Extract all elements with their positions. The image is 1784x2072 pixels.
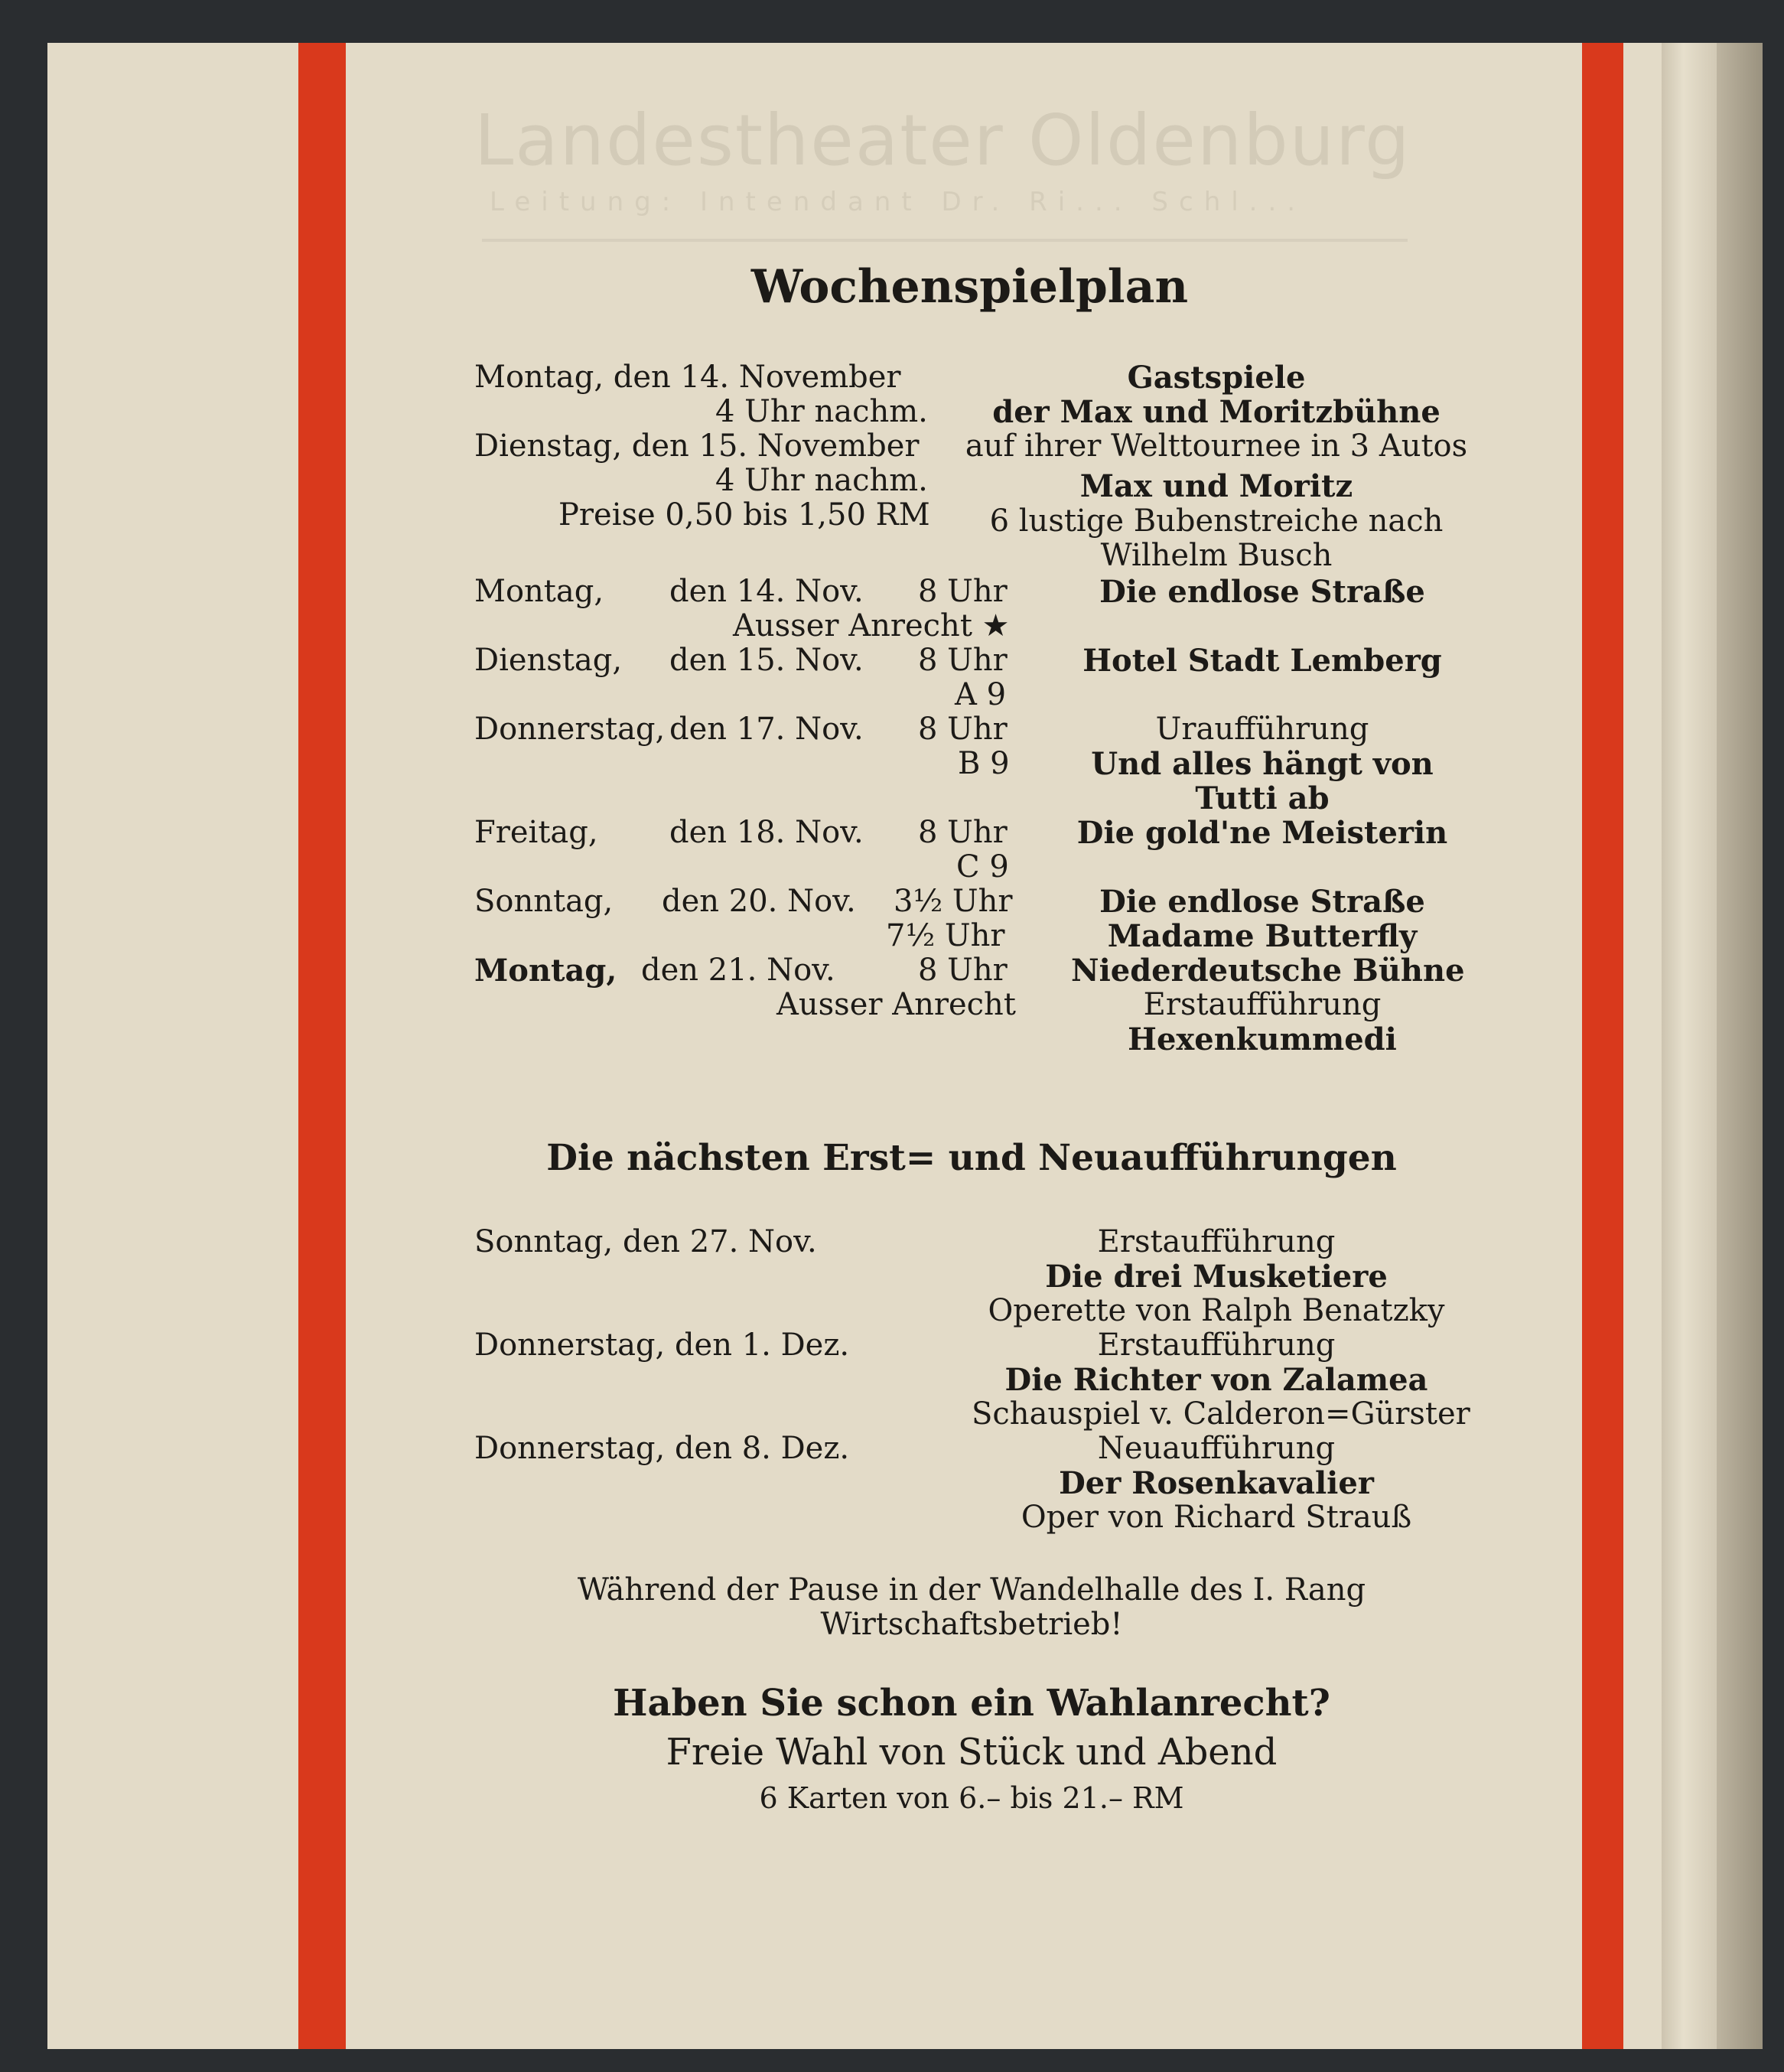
entry-note: C 9 [956,849,1009,885]
show-through-subheading: Leitung: Intendant Dr. Ri... Schl... [490,187,1307,217]
upcoming-kind: Erstaufführung [1097,1328,1336,1363]
entry-day: Freitag, [474,815,598,850]
promo-headline: Haben Sie schon ein Wahlanrecht? [613,1682,1330,1725]
entry-day: Dienstag, [474,643,623,678]
upcoming-info: Schauspiel v. Calderon=Gürster [972,1396,1470,1432]
show-through-rule [482,239,1408,242]
upcoming-play: Die Richter von Zalamea [1004,1362,1428,1398]
pause-note: Während der Pause in der Wandelhalle des I. Rang [577,1572,1366,1608]
upcoming-date: Donnerstag, den 1. Dez. [474,1328,850,1363]
upcoming-date: Donnerstag, den 8. Dez. [474,1431,850,1466]
upcoming-play: Der Rosenkavalier [1059,1465,1374,1501]
entry-note: A 9 [955,677,1007,712]
entry-time: 8 Uhr [918,643,1008,678]
entry-date: den 18. Nov. [669,815,864,850]
upcoming-kind: Erstaufführung [1097,1224,1336,1259]
upcoming-play: Die drei Musketiere [1045,1259,1388,1295]
entry-note: B 9 [958,746,1010,781]
entry-day: Donnerstag, [474,712,666,747]
gast-company: der Max und Moritzbühne [992,394,1441,430]
entry-date: den 15. Nov. [669,643,864,678]
gast-author: Wilhelm Busch [1100,538,1333,573]
entry-day: Sonntag, [474,884,614,919]
entry-play: Und alles hängt von [1091,746,1434,782]
upcoming-date: Sonntag, den 27. Nov. [474,1224,817,1259]
gast-time-1: 4 Uhr nachm. [715,394,928,429]
entry-time: 8 Uhr [918,815,1008,850]
promo-price: 6 Karten von 6.– bis 21.– RM [759,1781,1184,1815]
entry-note: Ausser Anrecht [776,987,1016,1022]
entry-play-title: Hexenkummedi [1128,1021,1397,1057]
entry-play: Niederdeutsche Bühne [1071,953,1465,989]
promo-subline: Freie Wahl von Stück und Abend [666,1731,1278,1774]
gast-price: Preise 0,50 bis 1,50 RM [558,497,930,533]
entry-note: Ausser Anrecht ★ [733,608,1010,643]
entry-play: Die endlose Straße [1099,884,1425,920]
entry-play-cont: Tutti ab [1195,780,1330,816]
entry-date: den 20. Nov. [662,884,856,919]
pause-note-2: Wirtschaftsbetrieb! [820,1607,1123,1642]
entry-time-2: 7½ Uhr [886,918,1005,953]
entry-time: 8 Uhr [918,574,1008,609]
gast-desc: 6 lustige Bubenstreiche nach [989,503,1444,539]
upcoming-heading: Die nächsten Erst= und Neuaufführungen [546,1137,1397,1179]
entry-play-label: Erstaufführung [1143,987,1382,1022]
entry-day: Montag, [474,574,604,609]
page-title: Wochenspielplan [750,260,1189,314]
gast-tour: auf ihrer Welttournee in 3 Autos [965,428,1468,464]
upcoming-info: Oper von Richard Strauß [1021,1500,1412,1535]
entry-time: 8 Uhr [918,953,1008,988]
entry-date: den 17. Nov. [669,712,864,747]
entry-play: Die gold'ne Meisterin [1076,815,1448,851]
upcoming-info: Operette von Ralph Benatzky [988,1293,1445,1328]
gast-date-1: Montag, den 14. November [474,360,901,395]
entry-premiere-label: Uraufführung [1155,712,1369,747]
gast-play: Max und Moritz [1079,468,1353,504]
entry-time: 8 Uhr [918,712,1008,747]
entry-play: Hotel Stadt Lemberg [1082,643,1442,679]
upcoming-kind: Neuaufführung [1097,1431,1336,1466]
gast-time-2: 4 Uhr nachm. [715,463,928,498]
gast-date-2: Dienstag, den 15. November [474,428,920,464]
entry-date: den 14. Nov. [669,574,864,609]
entry-play-2: Madame Butterfly [1107,918,1418,954]
entry-play: Die endlose Straße [1099,574,1425,610]
entry-time: 3½ Uhr [894,884,1013,919]
gast-label: Gastspiele [1127,360,1306,396]
show-through-heading: Landestheater Oldenburg [474,99,1411,181]
entry-day: Montag, [474,953,617,989]
entry-date: den 21. Nov. [641,953,835,988]
